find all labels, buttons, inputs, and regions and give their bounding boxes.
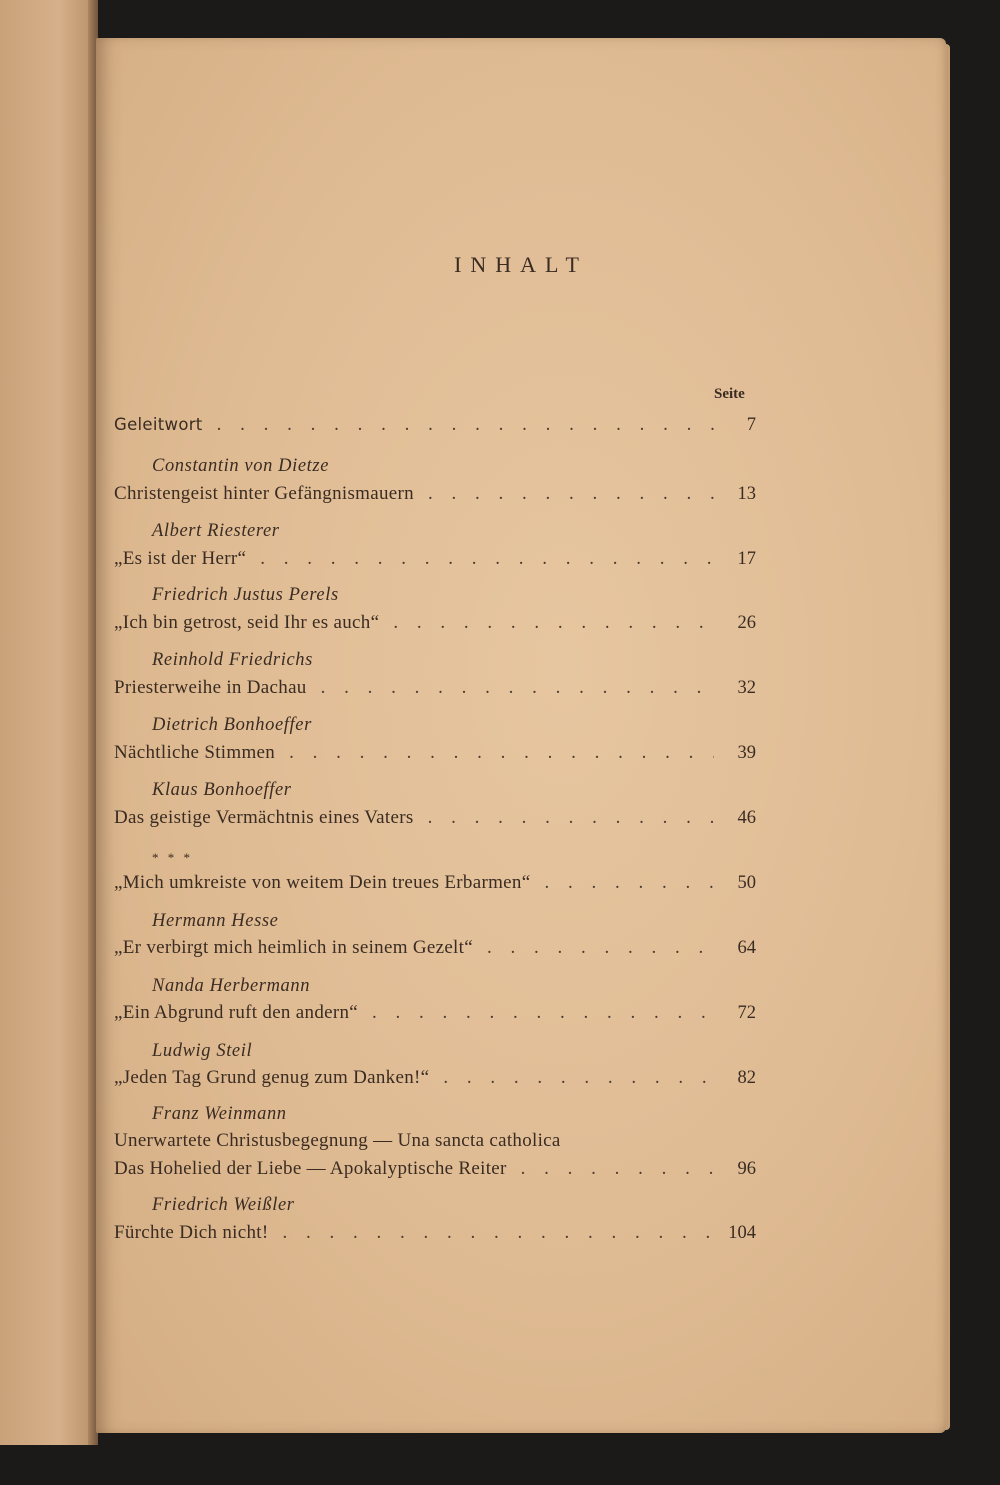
entry-page-number: 17 bbox=[737, 549, 756, 569]
contents-page bbox=[96, 38, 946, 1433]
toc-entry[interactable] bbox=[114, 483, 756, 505]
dot-leader bbox=[428, 807, 714, 829]
toc-entry[interactable] bbox=[114, 1158, 756, 1180]
entry-page-number: 13 bbox=[737, 484, 756, 504]
author-name: Friedrich Weißler bbox=[152, 1195, 295, 1215]
entry-title: Das geistige Vermächtnis eines Vaters bbox=[114, 807, 414, 828]
entry-page-number: 26 bbox=[737, 613, 756, 633]
dot-leader bbox=[393, 612, 714, 634]
toc-entry[interactable] bbox=[114, 414, 756, 436]
entry-page-number: 39 bbox=[737, 743, 756, 763]
dot-leader bbox=[521, 1158, 714, 1180]
toc-entry[interactable] bbox=[114, 1002, 756, 1024]
dot-leader bbox=[260, 548, 714, 570]
author-name: Franz Weinmann bbox=[152, 1104, 287, 1124]
toc-entry[interactable] bbox=[114, 937, 756, 959]
author-name: Dietrich Bonhoeffer bbox=[152, 715, 312, 735]
entry-title: „Er verbirgt mich heimlich in seinem Gezelt“ bbox=[114, 937, 473, 958]
dot-leader bbox=[372, 1002, 714, 1024]
author-name: Reinhold Friedrichs bbox=[152, 650, 313, 670]
previous-page-edge bbox=[0, 0, 98, 1445]
toc-entry[interactable] bbox=[114, 548, 756, 570]
toc-entry[interactable] bbox=[114, 807, 756, 829]
entry-page-number: 104 bbox=[728, 1223, 756, 1243]
entry-page-number: 50 bbox=[737, 873, 756, 893]
entry-page-number: 72 bbox=[737, 1003, 756, 1023]
entry-page-number: 7 bbox=[746, 415, 756, 435]
dot-leader bbox=[289, 742, 714, 764]
toc-entry[interactable] bbox=[114, 1222, 756, 1244]
entry-title: Fürchte Dich nicht! bbox=[114, 1222, 269, 1243]
entry-title: Christengeist hinter Gefängnismauern bbox=[114, 483, 414, 504]
author-name: Nanda Herbermann bbox=[152, 976, 311, 996]
entry-page-number: 46 bbox=[737, 808, 756, 828]
page-column-label: Seite bbox=[714, 386, 745, 402]
entry-title-line: Unerwartete Christusbegegnung — Una sancta catholica bbox=[114, 1130, 561, 1151]
entry-title: „Jeden Tag Grund genug zum Danken!“ bbox=[114, 1067, 430, 1088]
entry-page-number: 82 bbox=[737, 1068, 756, 1088]
entry-title: „Mich umkreiste von weitem Dein treues Erbarmen“ bbox=[114, 872, 531, 893]
author-name: Ludwig Steil bbox=[152, 1041, 253, 1061]
dot-leader bbox=[321, 677, 714, 699]
entry-page-number: 96 bbox=[737, 1159, 756, 1179]
entry-title: Nächtliche Stimmen bbox=[114, 742, 276, 763]
toc-entry[interactable] bbox=[114, 677, 756, 699]
entry-title: Priesterweihe in Dachau bbox=[114, 677, 307, 698]
page-heading: INHALT bbox=[454, 252, 588, 277]
entry-title: Das Hohelied der Liebe — Apokalyptische Reiter bbox=[114, 1158, 507, 1179]
author-name: Albert Riesterer bbox=[152, 521, 280, 541]
entry-title: „Es ist der Herr“ bbox=[114, 548, 247, 569]
dot-leader bbox=[428, 483, 714, 505]
toc-entry[interactable] bbox=[114, 742, 756, 764]
toc-entry[interactable] bbox=[114, 612, 756, 634]
author-name: Friedrich Justus Perels bbox=[152, 585, 339, 605]
dot-leader bbox=[544, 872, 714, 894]
entry-title: „Ein Abgrund ruft den andern“ bbox=[114, 1002, 359, 1023]
entry-page-number: 64 bbox=[737, 938, 756, 958]
dot-leader bbox=[217, 414, 714, 436]
dot-leader bbox=[283, 1222, 715, 1244]
entry-title: „Ich bin getrost, seid Ihr es auch“ bbox=[114, 612, 380, 633]
table-of-contents bbox=[96, 38, 946, 1433]
author-name: Klaus Bonhoeffer bbox=[152, 780, 292, 800]
section-separator: * * * bbox=[152, 850, 193, 865]
author-name: Hermann Hesse bbox=[152, 911, 279, 931]
toc-entry[interactable] bbox=[114, 872, 756, 894]
entry-page-number: 32 bbox=[737, 678, 756, 698]
toc-entry[interactable] bbox=[114, 1067, 756, 1089]
entry-title: Geleitwort bbox=[114, 415, 203, 434]
dot-leader bbox=[443, 1067, 714, 1089]
dot-leader bbox=[487, 937, 714, 959]
author-name: Constantin von Dietze bbox=[152, 456, 330, 476]
